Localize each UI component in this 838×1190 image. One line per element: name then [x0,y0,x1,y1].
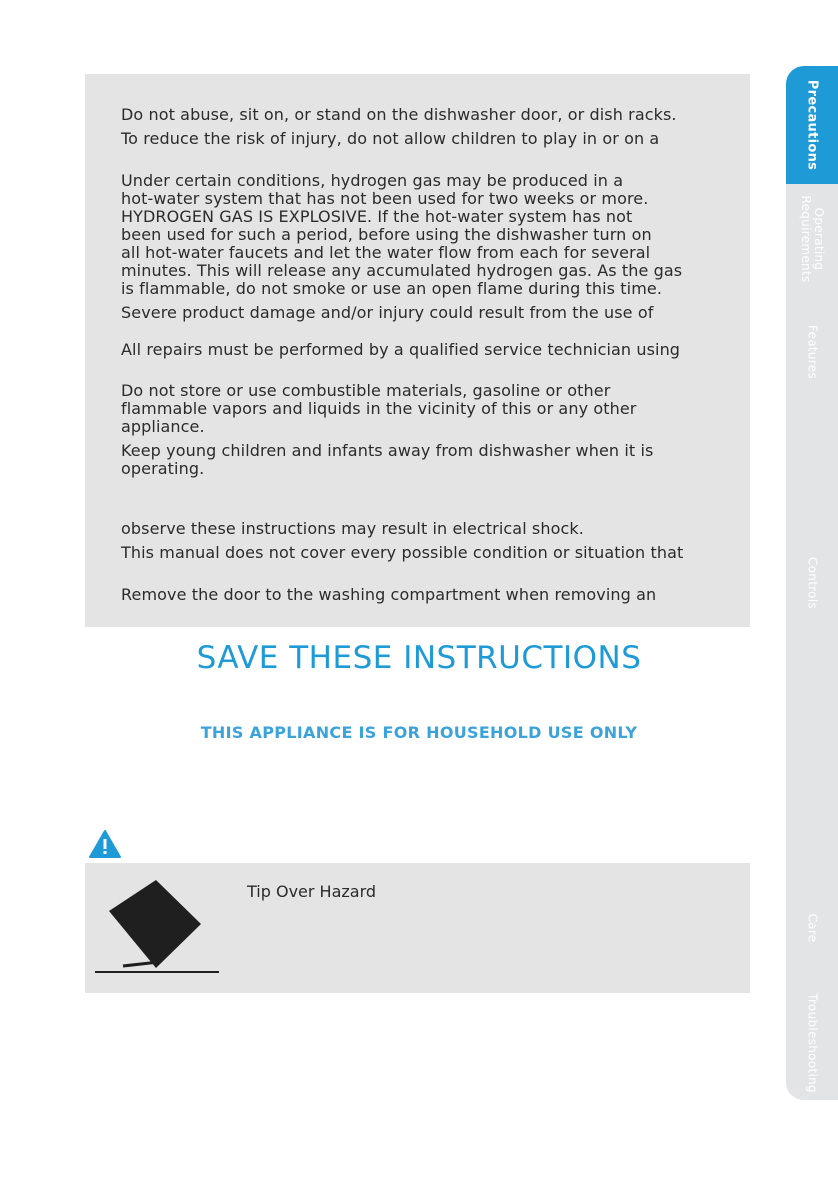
tab-troubleshooting-label: Troubleshooting [805,993,820,1093]
tip-over-title: Tip Over Hazard [247,882,377,901]
warning-children-play: To reduce the risk of injury, do not allow children to play in or on a [121,129,660,148]
tab-section-6[interactable] [786,641,838,755]
household-use-heading: THIS APPLIANCE IS FOR HOUSEHOLD USE ONLY [200,723,638,742]
tab-care[interactable] [786,870,838,987]
tab-operating-requirements-label: Operating Requirements [799,194,826,283]
tab-features[interactable] [786,293,838,411]
tab-operating-requirements[interactable] [786,184,838,294]
warning-young-children: Keep young children and infants away from dishwasher when it is operating. [121,441,654,478]
warning-hydrogen-gas: Under certain conditions, hydrogen gas may be produced in a hot-water system that has not been used for two weeks or more. HYDROGEN GAS IS EXPLOSIVE. If the hot-water system has not been used for such a period, before using the dishwasher turn on all hot-water faucets and let the water flow from each for several minutes. This will release any accumulated hydrogen gas. As the gas is flammable, do not smoke or use an open flame during this time. [121,171,683,298]
tab-section-4[interactable] [786,410,838,525]
warning-product-damage: Severe product damage and/or injury could result from the use of [121,303,654,322]
save-instructions-heading: SAVE THESE INSTRUCTIONS [196,640,642,676]
warning-manual-coverage: This manual does not cover every possible condition or situation that [121,543,684,562]
section-tabs [786,66,838,1100]
tab-precautions[interactable] [786,66,838,185]
tab-features-label: Features [805,324,820,379]
warning-repairs: All repairs must be performed by a qualified service technician using [121,340,681,359]
warning-combustible: Do not store or use combustible materials, gasoline or other flammable vapors and liquids in the vicinity of this or any other appliance. [121,381,637,436]
tab-controls[interactable] [786,524,838,642]
warning-remove-door: Remove the door to the washing compartment when removing an [121,585,657,604]
tip-over-illustration [93,876,223,976]
tab-troubleshooting[interactable] [786,986,838,1101]
tab-care-label: Care [805,913,820,943]
warning-triangle-icon [88,829,122,859]
tab-precautions-label: Precautions [804,79,820,171]
tab-section-7[interactable] [786,754,838,871]
warning-door-abuse: Do not abuse, sit on, or stand on the dishwasher door, or dish racks. [121,105,677,124]
tab-controls-label: Controls [805,556,820,609]
warning-electrical-shock: observe these instructions may result in electrical shock. [121,519,584,538]
